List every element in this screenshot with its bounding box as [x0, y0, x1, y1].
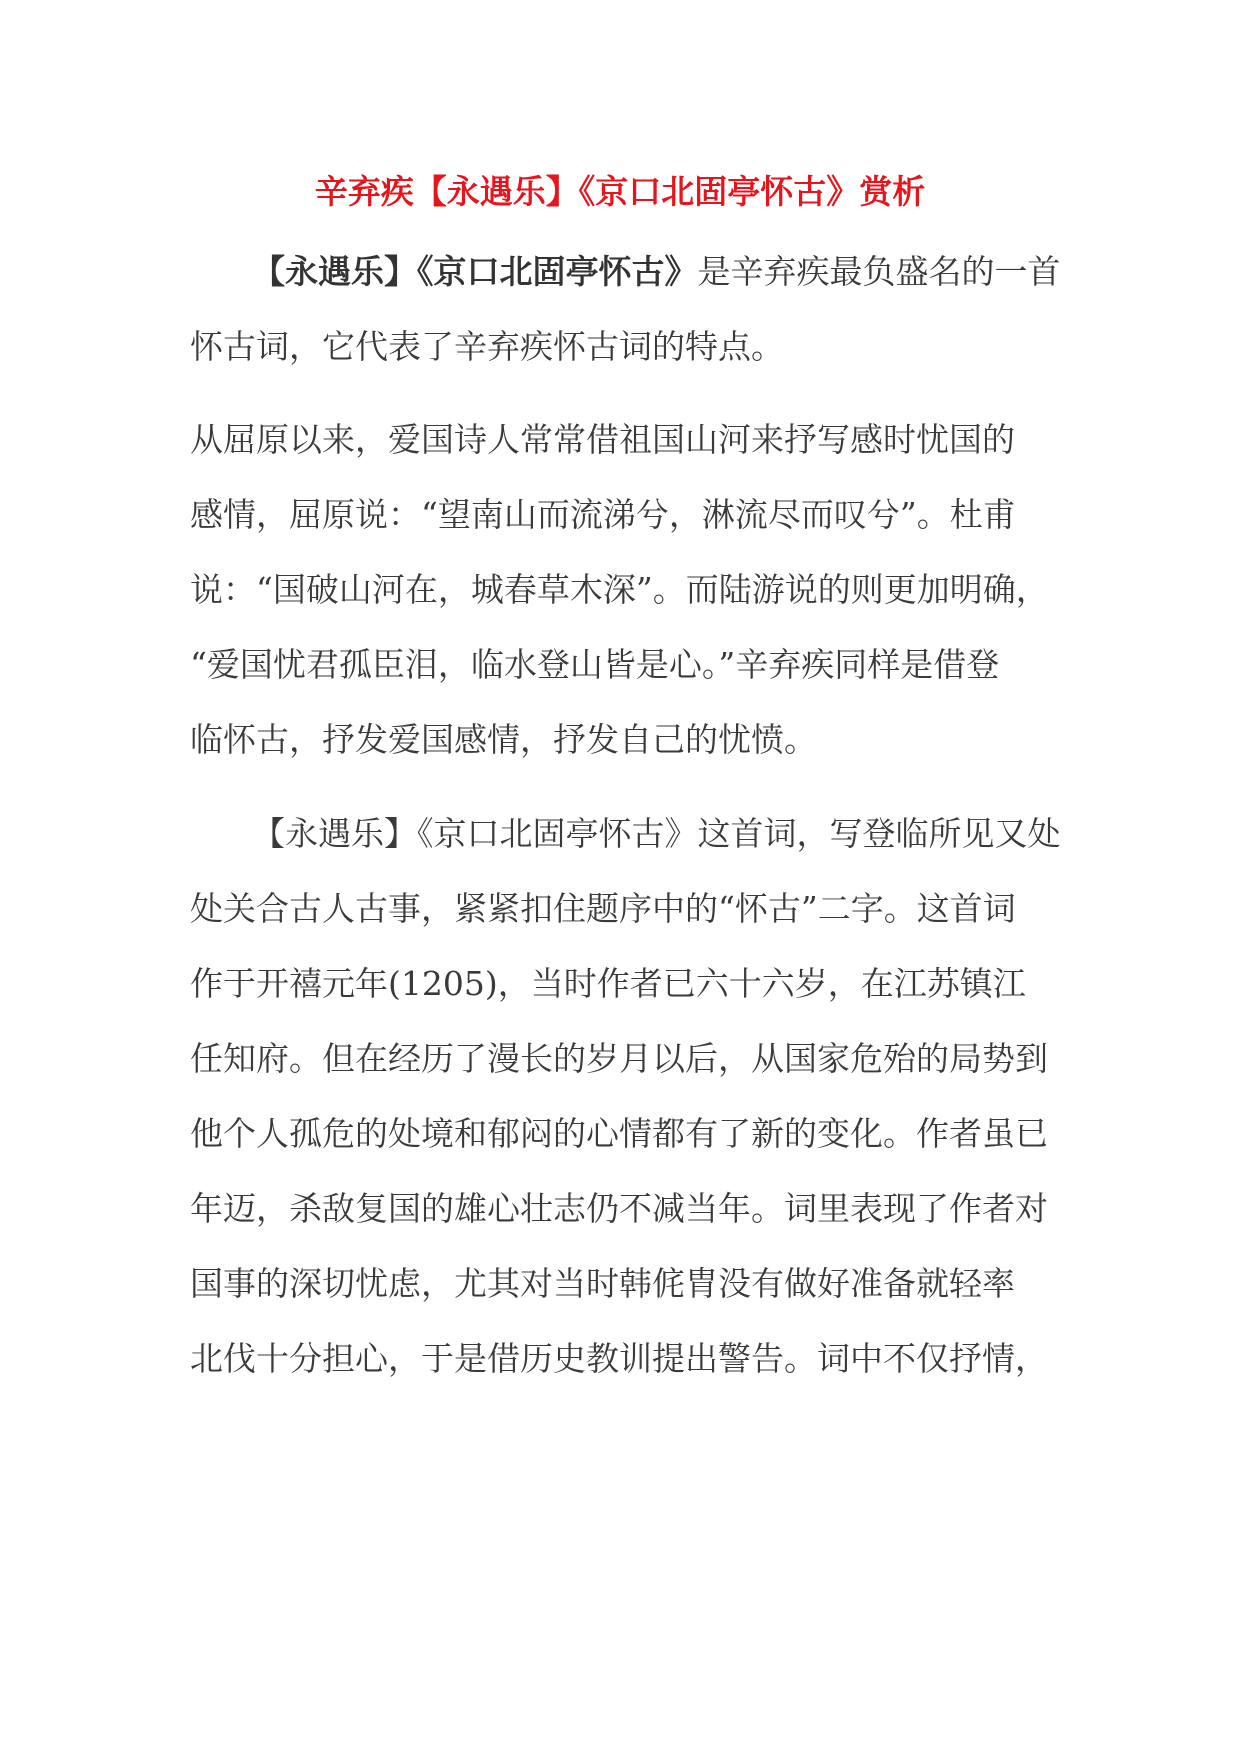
paragraph-3-line-6: 年迈，杀敌复国的雄心壮志仍不减当年。词里表现了作者对 [190, 1189, 1048, 1228]
paragraph-2-line-4: “爱国忧君孤臣泪，临水登山皆是心。”辛弃疾同样是借登 [190, 645, 1000, 684]
paragraph-3-line-5: 他个人孤危的处境和郁闷的心情都有了新的变化。作者虽已 [190, 1114, 1048, 1153]
paragraph-2-line-1: 从屈原以来，爱国诗人常常借祖国山河来抒写感时忧国的 [190, 420, 1015, 459]
paragraph-3-line-4: 任知府。但在经历了漫长的岁月以后，从国家危殆的局势到 [190, 1039, 1048, 1078]
paragraph-3-line-8: 北伐十分担心，于是借历史教训提出警告。词中不仅抒情， [190, 1339, 1048, 1378]
paragraph-1-line-2: 怀古词，它代表了辛弃疾怀古词的特点。 [190, 327, 784, 366]
paragraph-2-line-5: 临怀古，抒发爱国感情，抒发自己的忧愤。 [190, 720, 817, 759]
paragraph-2-line-2: 感情，屈原说：“望南山而流涕兮，淋流尽而叹兮”。杜甫 [190, 495, 1016, 534]
document-title: 辛弃疾【永遇乐】《京口北固亭怀古》赏析 [314, 172, 926, 211]
paragraph-3-line-1: 【永遇乐】《京口北固亭怀古》这首词，写登临所见又处 [252, 814, 1061, 853]
paragraph-3-line-2: 处关合古人古事，紧紧扣住题序中的“怀古”二字。这首词 [190, 889, 1016, 928]
paragraph-1-line-1-rest: 是辛弃疾最负盛名的一首 [697, 252, 1061, 291]
paragraph-3-line-3: 作于开禧元年(1205)，当时作者已六十六岁，在江苏镇江 [190, 964, 1026, 1003]
paragraph-3-line-7: 国事的深切忧虑，尤其对当时韩侂胄没有做好准备就轻率 [190, 1264, 1015, 1303]
paragraph-2-line-3: 说：“国破山河在，城春草木深”。而陆游说的则更加明确， [190, 570, 1049, 609]
paragraph-1-line-1 [252, 250, 1061, 294]
paragraph-1-bold-lead: 【永遇乐】《京口北固亭怀古》 [252, 252, 698, 291]
